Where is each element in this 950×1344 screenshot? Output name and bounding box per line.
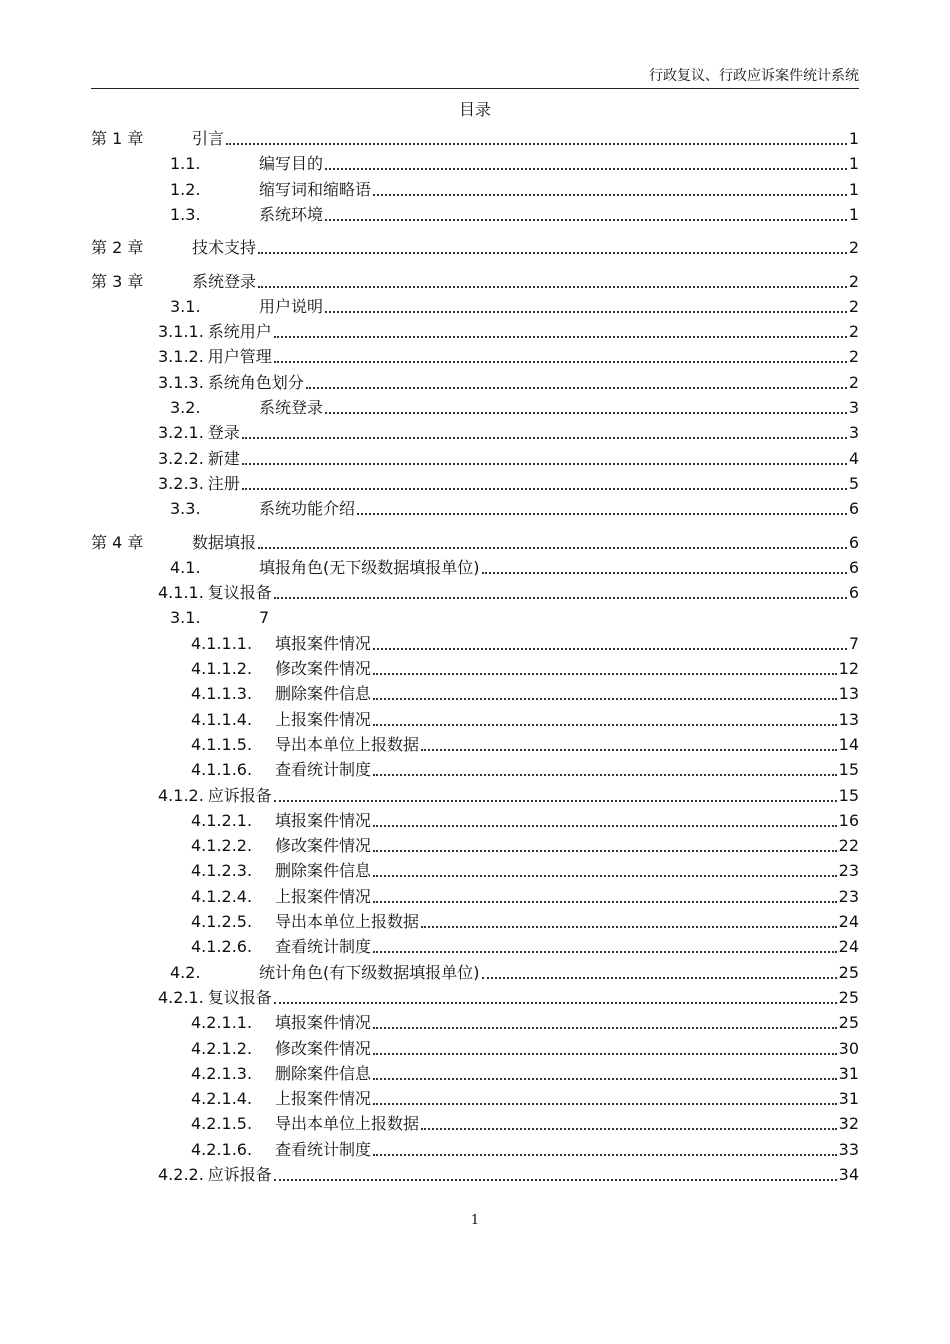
toc-leader-dots (274, 800, 837, 802)
toc-leader-dots (373, 850, 837, 852)
toc-leader-dots (373, 1053, 837, 1055)
toc-entry-number: 4.1.2.5. (191, 912, 253, 931)
toc-entry-number: 3.1. (170, 608, 201, 628)
toc-leader-dots (373, 1154, 837, 1156)
toc-entry-page: 33 (838, 1139, 859, 1159)
toc-entry[interactable] (91, 734, 859, 756)
toc-entry-number: 4.1.2. (158, 785, 204, 805)
toc-entry-label: 应诉报备 (207, 785, 272, 805)
page-number: 1 (470, 1213, 480, 1228)
toc-entry[interactable] (91, 1088, 859, 1110)
toc-entry-page: 1 (848, 204, 859, 224)
toc-leader-dots (373, 875, 837, 877)
toc-entry-number: 4.2.1.2. (191, 1038, 253, 1058)
toc-entry[interactable] (91, 372, 859, 394)
toc-leader-dots (274, 361, 847, 363)
toc-entry-label: 系统登录 (192, 271, 257, 291)
toc-entry-number: 第 3 章 (91, 271, 144, 291)
toc-entry-page: 7 (848, 633, 859, 653)
toc-entry-label: 删除案件信息 (275, 861, 372, 881)
toc-entry-page: 31 (838, 1063, 859, 1083)
toc-entry[interactable] (91, 422, 859, 444)
toc-entry-label: 系统功能介绍 (259, 499, 356, 519)
toc-entry-number: 3.1.3. (158, 372, 204, 392)
toc-entry-page: 6 (848, 532, 859, 552)
toc-entry-number: 3.2.3. (158, 473, 204, 493)
toc-entry-label: 用户管理 (207, 347, 272, 367)
toc-leader-dots (258, 252, 847, 254)
toc-entry-number: 4.1.1. (158, 583, 204, 603)
toc-leader-dots (373, 724, 837, 726)
toc-entry-label: 用户说明 (259, 296, 324, 316)
toc-entry-page: 15 (838, 785, 859, 805)
toc-entry-label: 修改案件情况 (275, 1038, 372, 1058)
toc-entry-number: 3.1. (170, 296, 201, 316)
toc-entry-page: 25 (838, 987, 859, 1007)
toc-entry-page: 1 (848, 179, 859, 199)
toc-entry-label: 导出本单位上报数据 (275, 912, 420, 931)
toc-entry[interactable] (91, 397, 859, 419)
toc-entry-page: 2 (848, 296, 859, 316)
toc-entry[interactable] (91, 1038, 859, 1060)
toc-entry[interactable] (91, 179, 859, 201)
toc-leader-dots (421, 1128, 837, 1130)
toc-leader-dots (242, 437, 847, 439)
toc-entry-page: 34 (838, 1165, 859, 1184)
toc-leader-dots (258, 547, 847, 549)
toc-entry-label: 填报案件情况 (275, 1013, 372, 1033)
toc-entry[interactable] (91, 448, 859, 470)
toc-entry[interactable] (91, 557, 859, 579)
toc-entry[interactable] (91, 321, 859, 343)
toc-entry-number: 3.2.1. (158, 423, 204, 443)
toc-entry-page: 2 (848, 372, 859, 392)
toc-entry-page: 22 (838, 836, 859, 856)
toc-entry-number: 3.1.2. (158, 347, 204, 367)
toc-leader-dots (242, 463, 847, 465)
toc-entry-page: 23 (838, 861, 859, 881)
toc-entry-label: 系统用户 (207, 322, 272, 342)
toc-leader-dots (274, 1002, 837, 1004)
toc-leader-dots (325, 311, 847, 313)
toc-entry-number: 第 4 章 (91, 532, 144, 552)
toc-entry-page: 14 (838, 734, 859, 754)
toc-entry-label: 注册 (207, 473, 240, 493)
toc-entry-page: 6 (848, 557, 859, 577)
toc-entry[interactable] (91, 153, 859, 175)
toc-leader-dots (373, 1078, 837, 1080)
toc-leader-dots (373, 648, 847, 650)
toc-entry[interactable] (91, 810, 859, 832)
toc-entry-label: 编写目的 (259, 154, 324, 174)
toc-entry-page: 15 (838, 760, 859, 780)
toc-entry-page: 16 (838, 810, 859, 830)
toc-entry-page: 32 (838, 1114, 859, 1134)
toc-entry[interactable] (91, 658, 859, 680)
toc-entry[interactable] (91, 759, 859, 781)
toc-entry[interactable] (91, 346, 859, 368)
toc-entry-number: 4.1.1.3. (191, 684, 253, 704)
toc-entry-number: 4.2.1.1. (191, 1013, 253, 1033)
toc-entry-number: 4.1.2.2. (191, 836, 253, 856)
toc-entry-label: 登录 (207, 423, 240, 443)
toc-entry[interactable] (91, 1012, 859, 1034)
toc-entry[interactable] (91, 683, 859, 705)
toc-entry-label: 修改案件情况 (275, 659, 372, 678)
toc-entry-page: 24 (838, 937, 859, 957)
toc-entry-number: 4.1.1.6. (191, 760, 253, 780)
toc-entry-page: 31 (838, 1089, 859, 1109)
toc-entry-number: 3.3. (170, 499, 201, 519)
toc-entry-label: 复议报备 (207, 583, 272, 603)
table-of-contents (91, 0, 859, 1200)
toc-entry-number: 4.2.1. (158, 987, 204, 1007)
toc-entry[interactable] (91, 633, 859, 655)
toc-leader-dots (421, 749, 837, 751)
toc-entry[interactable] (91, 532, 859, 554)
toc-entry-number: 4.2. (170, 962, 201, 982)
toc-leader-dots (258, 286, 847, 288)
toc-leader-dots (274, 1179, 837, 1181)
toc-entry-number: 4.1.2.1. (191, 810, 253, 830)
toc-entry-page: 30 (838, 1038, 859, 1058)
toc-entry-label: 系统登录 (259, 398, 324, 417)
toc-entry-number: 4.2.2. (158, 1165, 204, 1184)
toc-entry-label: 上报案件情况 (275, 1089, 372, 1109)
toc-entry-number: 4.1.1.2. (191, 659, 253, 678)
toc-entry[interactable] (91, 1063, 859, 1085)
toc-entry[interactable] (91, 886, 859, 908)
toc-entry-label: 系统角色划分 (207, 372, 304, 392)
toc-entry[interactable] (91, 709, 859, 731)
toc-leader-dots (373, 951, 837, 953)
toc-entry-number: 4.1.1.5. (191, 734, 253, 754)
toc-entry-number: 4.2.1.6. (191, 1139, 253, 1159)
toc-entry-number: 3.1.1. (158, 322, 204, 342)
toc-entry-page: 24 (838, 912, 859, 931)
toc-entry-label: 新建 (207, 448, 240, 468)
toc-leader-dots (306, 387, 847, 389)
toc-entry-page: 1 (848, 129, 859, 148)
toc-entry-label: 查看统计制度 (275, 760, 372, 780)
toc-entry[interactable] (91, 473, 859, 495)
toc-entry-label: 导出本单位上报数据 (275, 1114, 420, 1134)
toc-entry-number: 1.1. (170, 154, 201, 174)
toc-entry[interactable] (91, 962, 859, 984)
toc-entry[interactable] (91, 1113, 859, 1135)
toc-entry-page: 2 (848, 271, 859, 291)
toc-entry-number: 1.3. (170, 204, 201, 224)
toc-entry[interactable] (91, 582, 859, 604)
toc-entry-label: 查看统计制度 (275, 937, 372, 957)
toc-entry[interactable] (91, 785, 859, 807)
toc-entry-label: 统计角色(有下级数据填报单位) (259, 962, 480, 982)
toc-leader-dots (421, 926, 837, 928)
toc-entry-label: 查看统计制度 (275, 1139, 372, 1159)
toc-leader-dots (274, 336, 847, 338)
toc-entry-page: 12 (838, 659, 859, 678)
toc-entry-page: 2 (848, 347, 859, 367)
toc-entry-label: 技术支持 (192, 238, 257, 258)
toc-leader-dots (274, 597, 847, 599)
toc-entry-page: 2 (848, 322, 859, 342)
toc-entry-page: 6 (848, 499, 859, 519)
toc-entry-page: 3 (848, 423, 859, 443)
toc-entry-number: 4.1.2.4. (191, 886, 253, 906)
toc-entry-label: 7 (259, 608, 270, 628)
toc-entry[interactable] (91, 128, 859, 150)
toc-entry-page: 5 (848, 473, 859, 493)
toc-entry-page: 6 (848, 583, 859, 603)
toc-entry-number: 4.1. (170, 557, 201, 577)
toc-entry-number: 3.2.2. (158, 448, 204, 468)
toc-entry-page: 25 (838, 962, 859, 982)
toc-leader-dots (373, 1103, 837, 1105)
toc-entry-number: 4.1.1.1. (191, 633, 253, 653)
toc-entry-label: 数据填报 (192, 532, 257, 552)
toc-entry-label: 删除案件信息 (275, 1063, 372, 1083)
toc-entry-label: 填报角色(无下级数据填报单位) (259, 557, 480, 577)
toc-entry-page: 3 (848, 398, 859, 417)
toc-leader-dots (482, 977, 837, 979)
toc-entry-label: 系统环境 (259, 204, 324, 224)
toc-leader-dots (373, 901, 837, 903)
toc-entry-number: 3.2. (170, 398, 201, 417)
toc-entry-page: 13 (838, 684, 859, 704)
toc-entry[interactable] (91, 498, 859, 520)
toc-leader-dots (325, 219, 847, 221)
toc-leader-dots (357, 513, 847, 515)
toc-entry-label: 上报案件情况 (275, 709, 372, 729)
toc-leader-dots (373, 194, 847, 196)
toc-entry-number: 4.2.1.5. (191, 1114, 253, 1134)
toc-entry-page: 23 (838, 886, 859, 906)
toc-entry[interactable] (91, 1164, 859, 1186)
toc-leader-dots (242, 488, 847, 490)
toc-entry[interactable] (91, 987, 859, 1009)
toc-entry-label: 复议报备 (207, 987, 272, 1007)
toc-leader-dots (373, 1027, 837, 1029)
toc-leader-dots (373, 774, 837, 776)
toc-entry-label: 应诉报备 (207, 1165, 272, 1184)
toc-entry[interactable] (91, 204, 859, 226)
toc-entry[interactable] (91, 607, 859, 629)
toc-entry[interactable] (91, 1139, 859, 1161)
toc-leader-dots (373, 825, 837, 827)
toc-entry-page: 13 (838, 709, 859, 729)
toc-entry-number: 4.1.2.6. (191, 937, 253, 957)
toc-entry[interactable] (91, 911, 859, 933)
toc-entry[interactable] (91, 860, 859, 882)
toc-entry-label: 填报案件情况 (275, 810, 372, 830)
toc-leader-dots (226, 143, 847, 145)
toc-entry-number: 第 2 章 (91, 238, 144, 258)
toc-entry-number: 第 1 章 (91, 129, 144, 148)
toc-entry[interactable] (91, 936, 859, 958)
toc-entry-label: 引言 (192, 129, 225, 148)
toc-entry-number: 1.2. (170, 179, 201, 199)
running-header: 行政复议、行政应诉案件统计系统 (649, 68, 859, 84)
toc-entry-number: 4.2.1.4. (191, 1089, 253, 1109)
toc-entry-number: 4.1.2.3. (191, 861, 253, 881)
toc-leader-dots (325, 168, 847, 170)
toc-entry[interactable] (91, 271, 859, 293)
toc-entry-label: 缩写词和缩略语 (259, 179, 372, 199)
toc-entry-label: 删除案件信息 (275, 684, 372, 704)
toc-leader-dots (482, 572, 847, 574)
toc-entry-number: 4.1.1.4. (191, 709, 253, 729)
toc-leader-dots (325, 412, 847, 414)
toc-entry-label: 填报案件情况 (275, 633, 372, 653)
toc-entry[interactable] (91, 296, 859, 318)
toc-entry-number: 4.2.1.3. (191, 1063, 253, 1083)
toc-title: 目录 (458, 100, 491, 119)
toc-entry-page: 1 (848, 154, 859, 174)
toc-entry-page: 2 (848, 238, 859, 258)
toc-entry-label: 修改案件情况 (275, 836, 372, 856)
toc-entry[interactable] (91, 237, 859, 259)
toc-entry-page: 4 (848, 448, 859, 468)
toc-entry-page: 25 (838, 1013, 859, 1033)
toc-leader-dots (373, 698, 837, 700)
toc-entry-label: 导出本单位上报数据 (275, 734, 420, 754)
toc-leader-dots (373, 673, 837, 675)
toc-entry-label: 上报案件情况 (275, 886, 372, 906)
toc-entry[interactable] (91, 835, 859, 857)
